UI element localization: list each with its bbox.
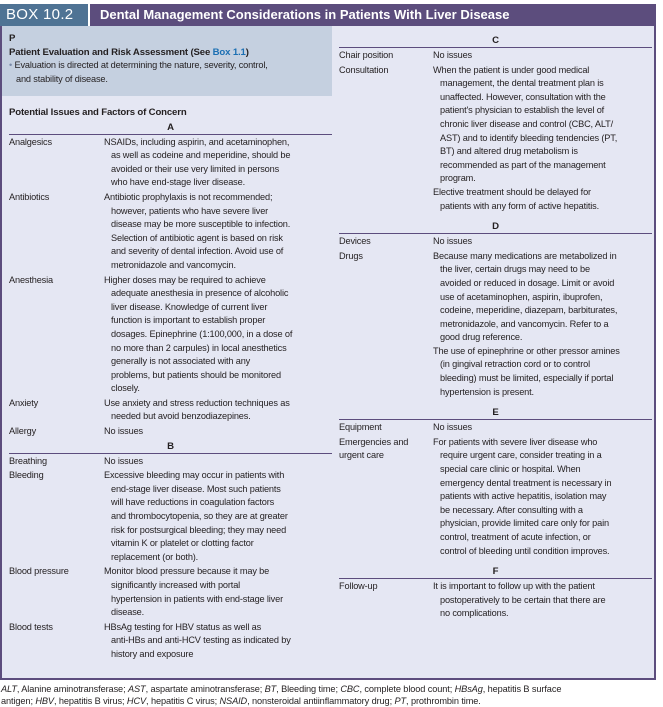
section-f xyxy=(339,564,652,621)
row-description xyxy=(104,455,332,469)
description-line: NSAIDs, including aspirin, and acetaminophen, xyxy=(104,136,290,147)
row-description xyxy=(104,191,332,273)
row-bleeding xyxy=(9,469,332,564)
row-emergencies-and-urgent-care xyxy=(339,436,652,558)
row-label xyxy=(339,436,433,558)
row-anesthesia xyxy=(9,274,332,396)
description-line: No issues xyxy=(433,236,472,247)
abbreviation: ALT xyxy=(1,684,17,694)
definition: Bleeding time; xyxy=(281,684,341,694)
description-line: significantly increased with portal xyxy=(111,580,241,590)
abbreviation: BT xyxy=(264,684,277,694)
row-label: Blood tests xyxy=(9,621,53,632)
row-follow-up xyxy=(339,580,652,621)
row-equipment xyxy=(339,421,652,435)
description-line: liver disease. Knowledge of current liver xyxy=(111,301,268,312)
label-line: urgent care xyxy=(339,450,384,461)
description-line: use of acetaminophen, aspirin, ibuprofen, xyxy=(440,291,603,302)
description-line: recommended as part of the management xyxy=(440,159,606,170)
row-label: Drugs xyxy=(339,250,363,261)
row-description xyxy=(104,469,332,564)
description-line: end-stage liver disease. Most such patients xyxy=(111,483,281,494)
footnote: ALT, Alanine aminotransferase; AST, aspartate aminotransferase; BT, Bleeding time; CBC, complete blood count; HBsAg, hepatitis B surface antigen; HBV, hepatitis B virus; HCV, hepatitis C virus; NSAID, nonsteroidal antiinflammatory drug; PT, prothrombin time. xyxy=(1,684,562,706)
description-line: special care clinic or hospital. When xyxy=(440,464,581,475)
section-letter: C xyxy=(339,33,652,48)
potential-issues-heading: Potential Issues and Factors of Concern xyxy=(9,107,187,118)
description-line: replacement (or both). xyxy=(111,551,199,562)
description-line: AST) and to identify bleeding tendencies (PT, xyxy=(440,132,618,143)
description-line: patient's physician to establish the level of xyxy=(440,105,605,116)
section-letter-p: P xyxy=(9,33,16,44)
description-line: disease. xyxy=(111,607,145,618)
row-label: Anesthesia xyxy=(9,274,53,285)
description-line: unaffected. However, consultation with the xyxy=(440,91,606,102)
row-description xyxy=(104,621,332,662)
description-line: bleeding) must be limited, especially if portal xyxy=(440,373,614,384)
description-line: metronidazole and vancomycin. xyxy=(111,259,236,270)
definition: nonsteroidal antiinflammatory drug; xyxy=(252,696,395,706)
description-line: program. xyxy=(440,173,476,184)
row-antibiotics xyxy=(9,191,332,273)
description-line: problems, but patients should be monitored xyxy=(111,369,281,380)
section-c xyxy=(339,33,652,213)
description-line: control, treatment of acute infection, or xyxy=(440,532,591,542)
description-line: No issues xyxy=(104,426,143,437)
definition: Alanine aminotransferase; xyxy=(21,684,128,694)
section-letter: D xyxy=(339,219,652,234)
abbreviation: HCV xyxy=(126,696,147,706)
row-description xyxy=(433,64,652,214)
row-label: Equipment xyxy=(339,422,382,433)
row-description xyxy=(433,436,652,558)
patient-evaluation-panel xyxy=(2,26,332,96)
row-label: Allergy xyxy=(9,426,37,437)
bullet-line: Evaluation is directed at determining the nature, severity, control, xyxy=(14,60,268,71)
description-line: For patients with severe liver disease who xyxy=(433,436,598,447)
row-description xyxy=(433,421,652,435)
description-line: Selection of antibiotic agent is based on risk xyxy=(111,232,283,243)
heading-text: Patient Evaluation and Risk Assessment (See xyxy=(9,46,213,58)
section-a xyxy=(9,120,332,439)
patient-evaluation-heading xyxy=(9,46,325,60)
description-line: generally is not associated with any xyxy=(111,356,251,367)
section-letter: A xyxy=(9,120,332,135)
section-letter: F xyxy=(339,564,652,579)
description-line: hypertension in patients with end-stage liver xyxy=(111,593,283,604)
row-label: Analgesics xyxy=(9,136,52,147)
row-breathing xyxy=(9,455,332,469)
description-line: vitamin K or platelet or clotting factor xyxy=(111,538,254,549)
row-label: Consultation xyxy=(339,64,389,75)
bullet-icon: • xyxy=(9,60,13,71)
left-column xyxy=(9,26,332,662)
description-line: BT) and altered drug metabolism is xyxy=(440,146,578,157)
row-description xyxy=(104,397,332,424)
description-line: No issues xyxy=(433,50,472,60)
description-line: Monitor blood pressure because it may be xyxy=(104,566,270,577)
description-line: no more than 2 carpules) in local anesthetics xyxy=(111,342,287,353)
description-line: hypertension is present. xyxy=(440,386,534,397)
description-line: control of bleeding until condition improves. xyxy=(440,545,610,556)
row-label: Chair position xyxy=(339,50,394,60)
abbreviation: PT xyxy=(394,696,407,706)
row-description xyxy=(433,235,652,249)
description-line: Higher doses may be required to achieve xyxy=(104,274,266,285)
definition: hepatitis B surface xyxy=(487,684,562,694)
bullet-line: and stability of disease. xyxy=(16,73,108,84)
description-line: history and exposure xyxy=(111,648,194,659)
description-line: metronidazole, and vancomycin. Refer to a xyxy=(440,318,609,329)
evaluation-bullet xyxy=(9,59,325,73)
row-label: Breathing xyxy=(9,455,47,466)
description-line: HBsAg testing for HBV status as well as xyxy=(104,621,262,632)
box-number: BOX 10.2 xyxy=(0,4,88,26)
definition: complete blood count; xyxy=(364,684,455,694)
description-line: When the patient is under good medical xyxy=(433,64,590,75)
description-line: codeine, meperidine, diazepam, barbiturates, xyxy=(440,305,618,316)
description-line: avoided or their use very limited in persons xyxy=(111,163,280,174)
description-line: postoperatively to be certain that there are xyxy=(440,594,606,605)
definition: antigen; xyxy=(1,696,36,706)
description-line: patients with active hepatitis, isolation may xyxy=(440,491,607,502)
description-line: The use of epinephrine or other pressor amines xyxy=(433,345,620,356)
description-line: Elective treatment should be delayed for xyxy=(433,186,591,197)
row-description xyxy=(104,136,332,190)
description-line: avoided or reduced in dosage. Limit or avoid xyxy=(440,277,615,288)
row-label: Antibiotics xyxy=(9,191,50,202)
description-line: will have reductions in coagulation factors xyxy=(111,497,275,508)
description-line: dosages. Epinephrine (1:100,000, in a dose of xyxy=(111,328,293,339)
box-1-1-link[interactable]: Box 1.1 xyxy=(212,46,246,58)
description-line: the liver, certain drugs may need to be xyxy=(440,264,590,275)
description-line: adequate anesthesia in presence of alcoholic xyxy=(111,288,289,299)
definition: hepatitis C virus; xyxy=(150,696,220,706)
description-line: No issues xyxy=(104,455,143,466)
definition: aspartate aminotransferase; xyxy=(150,684,265,694)
description-line: emergency dental treatment is necessary in xyxy=(440,477,612,488)
row-description xyxy=(433,250,652,400)
row-consultation xyxy=(339,64,652,214)
description-line: who have end-stage liver disease. xyxy=(111,177,245,188)
row-description xyxy=(433,580,652,621)
abbreviation: HBV xyxy=(35,696,54,706)
row-chair-position xyxy=(339,49,652,63)
description-line: and severity of dental infection. Avoid use of xyxy=(111,246,284,257)
description-line: however, patients who have severe liver xyxy=(111,205,269,216)
definition: prothrombin time. xyxy=(410,696,481,706)
right-column xyxy=(339,33,652,621)
row-label: Anxiety xyxy=(9,397,39,408)
heading-suffix: ) xyxy=(245,46,249,58)
description-line: and thrombocytopenia, so they are at greater xyxy=(111,511,288,522)
section-b xyxy=(9,439,332,662)
description-line: as well as codeine and meperidine, should be xyxy=(111,150,291,161)
row-analgesics xyxy=(9,136,332,190)
box-title: Dental Management Considerations in Patients With Liver Disease xyxy=(90,4,656,26)
row-devices xyxy=(339,235,652,249)
row-drugs xyxy=(339,250,652,400)
description-line: Antibiotic prophylaxis is not recommended; xyxy=(104,191,273,202)
row-description xyxy=(104,425,332,439)
row-blood-tests xyxy=(9,621,332,662)
row-label: Blood pressure xyxy=(9,566,69,577)
description-line: chronic liver disease and control (CBC, ALT/ xyxy=(440,118,613,129)
description-line: Because many medications are metabolized in xyxy=(433,250,617,261)
description-line: (in gingival retraction cord or to control xyxy=(440,359,590,370)
abbreviation: AST xyxy=(127,684,146,694)
description-line: no complications. xyxy=(440,608,509,619)
row-label: Follow-up xyxy=(339,581,378,592)
description-line: Excessive bleeding may occur in patients with xyxy=(104,470,285,481)
abbreviation: CBC xyxy=(340,684,360,694)
description-line: anti-HBs and anti-HCV testing as indicated by xyxy=(111,635,291,646)
description-line: patients with any form of active hepatitis. xyxy=(440,200,600,211)
row-allergy xyxy=(9,425,332,439)
row-description xyxy=(104,274,332,396)
abbreviation: NSAID xyxy=(219,696,248,706)
row-description xyxy=(433,49,652,63)
row-description xyxy=(104,565,332,619)
row-label: Devices xyxy=(339,236,371,247)
description-line: risk for postsurgical bleeding; they may need xyxy=(111,524,287,535)
label-line: Emergencies and xyxy=(339,436,409,447)
description-line: No issues xyxy=(433,422,472,433)
description-line: disease may be more susceptible to infection. xyxy=(111,219,291,230)
section-letter: B xyxy=(9,439,332,454)
box-body xyxy=(0,26,656,680)
section-d xyxy=(339,219,652,399)
description-line: function is important to establish proper xyxy=(111,315,266,326)
description-line: good drug reference. xyxy=(440,332,523,343)
description-line: Use anxiety and stress reduction techniques as xyxy=(104,397,290,408)
description-line: physician, provide limited care only for pain xyxy=(440,518,609,529)
description-line: require urgent care, consider treating in a xyxy=(440,450,602,461)
section-e xyxy=(339,405,652,558)
row-anxiety xyxy=(9,397,332,424)
row-blood-pressure xyxy=(9,565,332,619)
description-line: be necessary. After consulting with a xyxy=(440,504,583,515)
description-line: It is important to follow up with the patient xyxy=(433,581,595,592)
abbreviation: HBsAg xyxy=(454,684,483,694)
section-letter: E xyxy=(339,405,652,420)
definition: hepatitis B virus; xyxy=(58,696,127,706)
box-header xyxy=(0,4,656,26)
description-line: management, the dental treatment plan is xyxy=(440,78,604,89)
description-line: needed but avoid benzodiazepines. xyxy=(111,411,251,422)
row-label: Bleeding xyxy=(9,470,44,481)
description-line: closely. xyxy=(111,383,140,394)
